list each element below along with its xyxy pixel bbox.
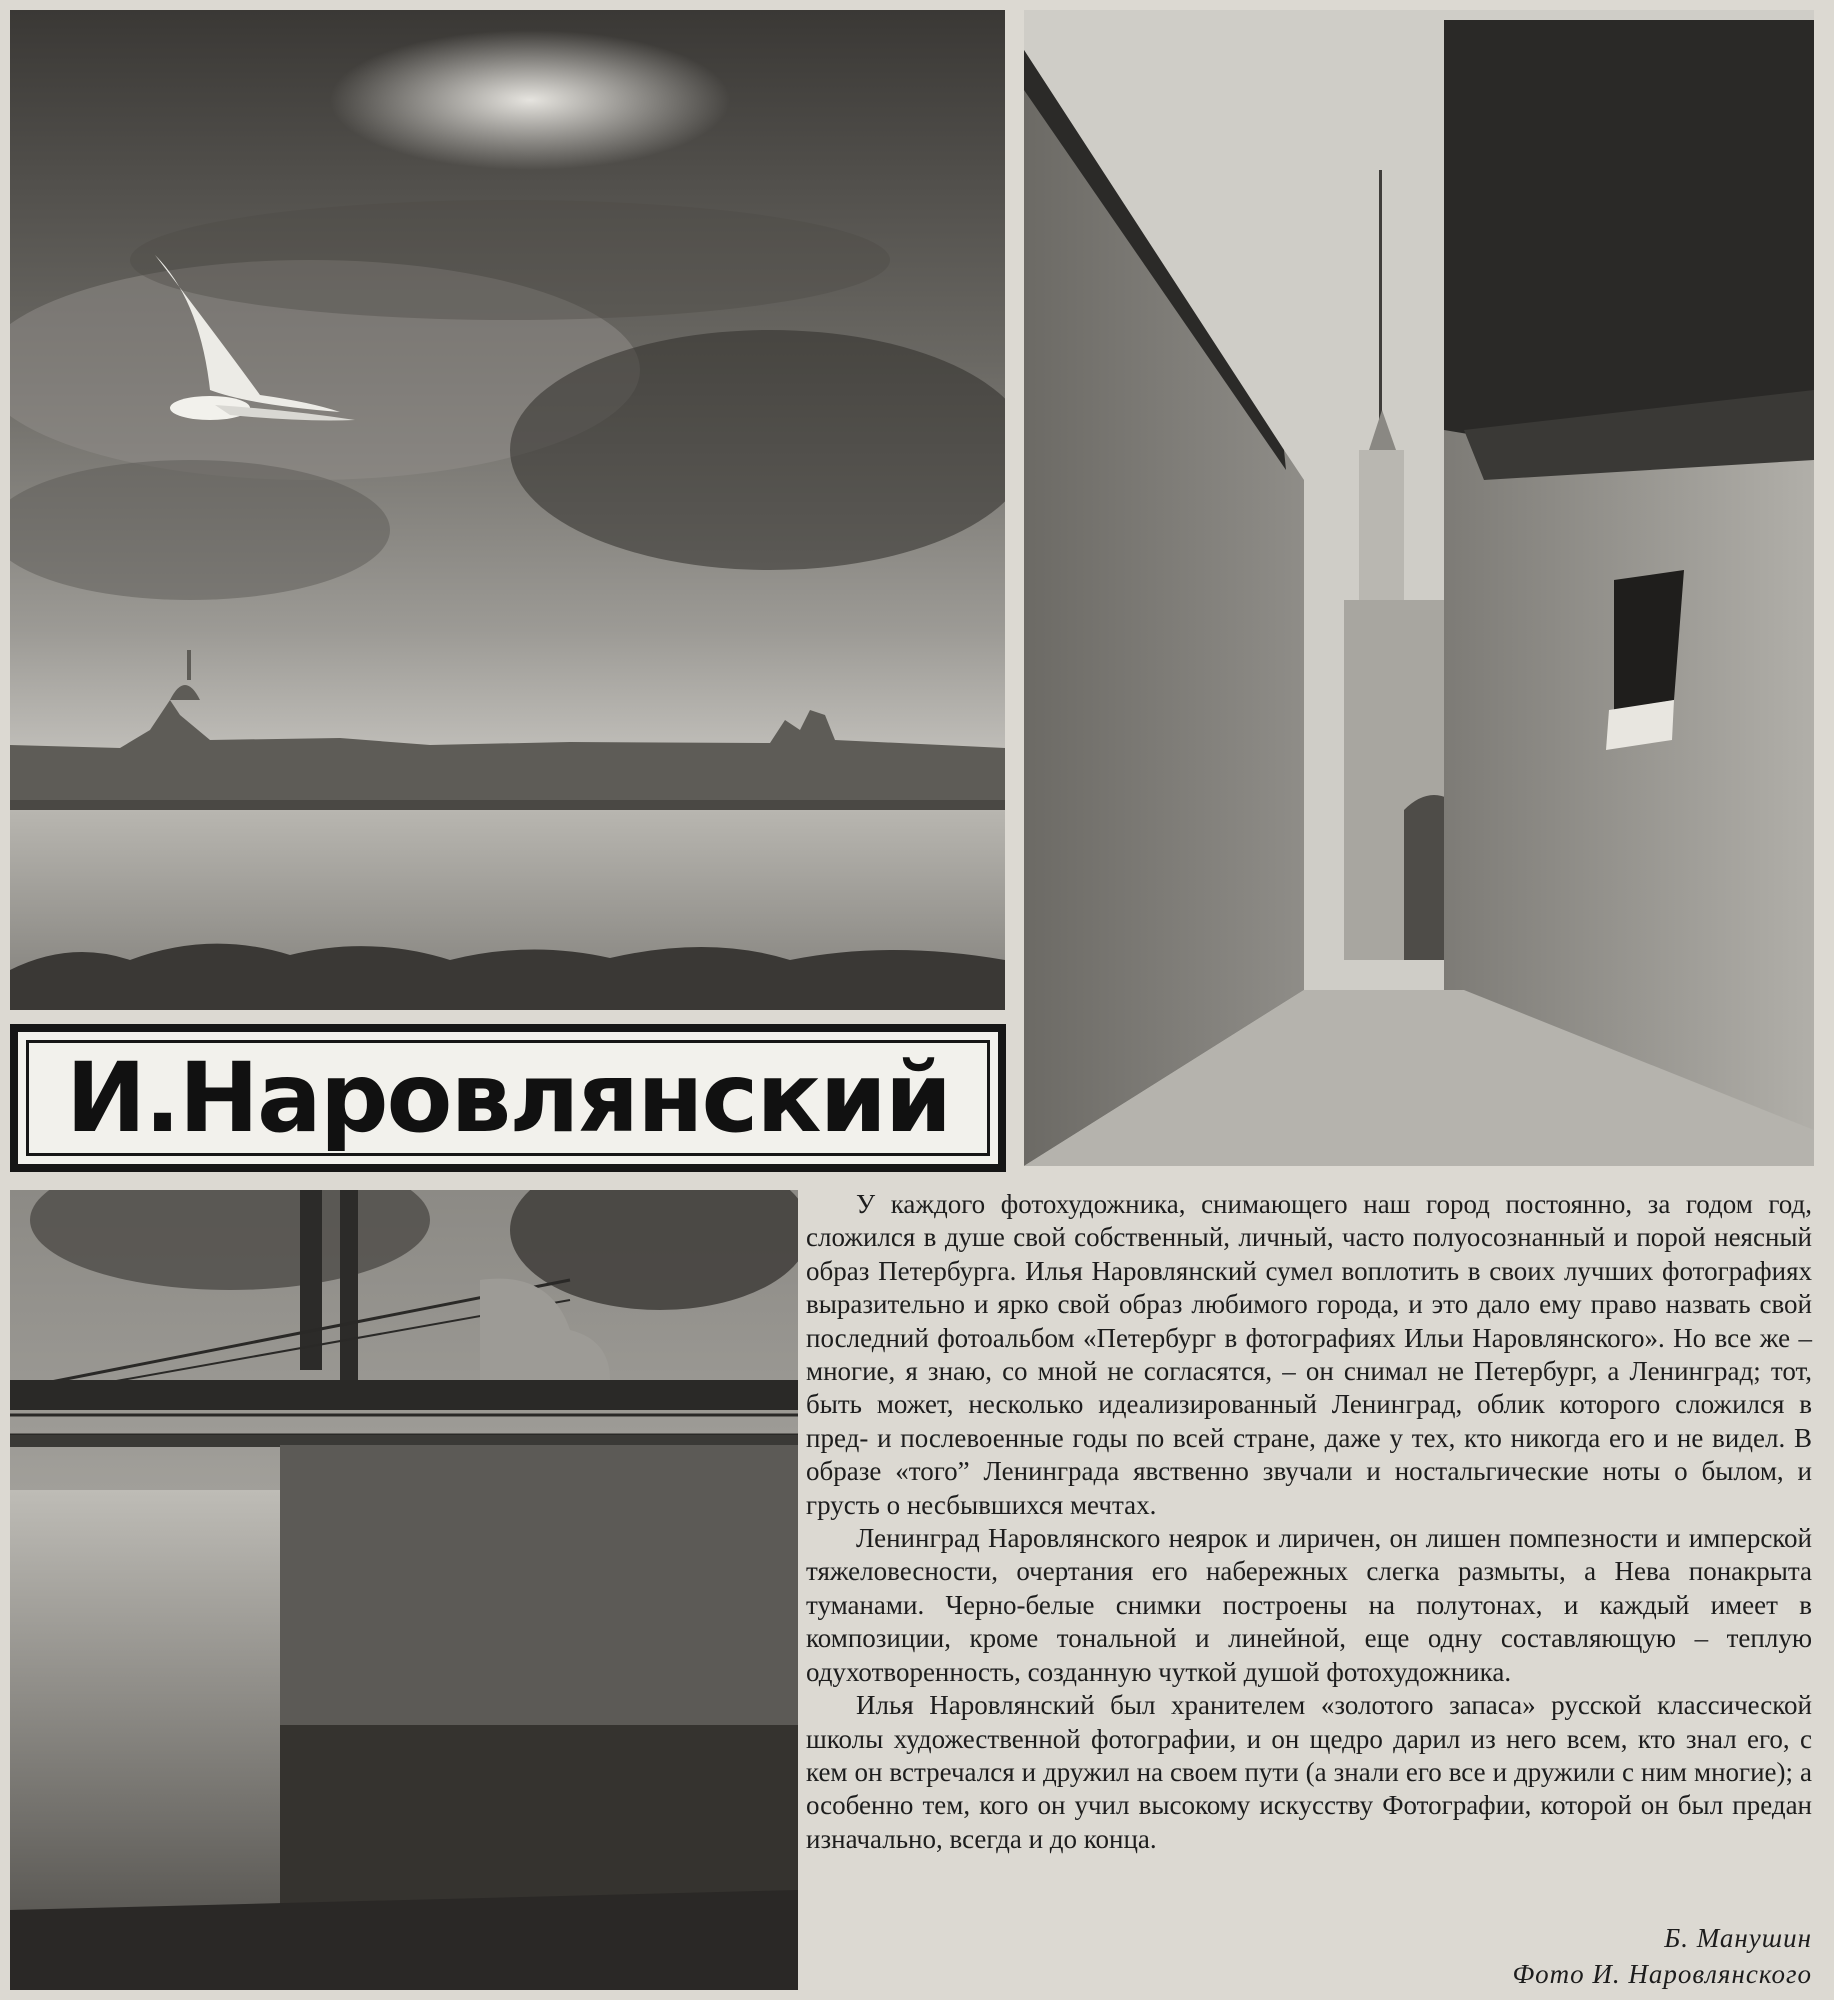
article-paragraph: У каждого фотохудожника, снимающего наш город постоянно, за годом год, сложился в душе свой собственный, личный, часто полуосознанный и порой неясный образ Петербурга. Илья Наровлянский сумел воплотить в своих лучших фотографиях выразительно и ярко свой образ любимого города, и это дало ему право назвать свой последний фотоальбом «Петербург в фотографиях Ильи Наровлянского». Но все же – многие, я знаю, со мной не согласятся, – он снимал не Петербург, а Ленинград; тот, быть может, несколько идеализированный Ленинград, облик которого сложился в пред- и послевоенные годы по всей стране, даже у тех, кто никогда его и не видел. В образе «того” Ленинграда явственно звучали и ностальгические ноты о былом, и грусть о несбывшихся мечтах. <box>806 1189 1812 1520</box>
byline <box>1512 1920 1812 1992</box>
lion-bridge-photo <box>10 1190 798 1990</box>
fortress-alley-photo <box>1024 10 1814 1166</box>
article-paragraph: Илья Наровлянский был хранителем «золотого запаса» русской классической школы художественной фотографии, и он щедро дарил из него всем, кто знал его, с кем он встречался и дружил на своем пути (а знали его все и дружили с ним многие); а особенно тем, кого он учил высокому искусству Фотографии, которой он был предан изначально, всегда и до конца. <box>806 1690 1812 1854</box>
seagull-over-neva-photo <box>10 10 1005 1010</box>
photo-credit: Фото И. Наровлянского <box>1512 1959 1812 1989</box>
title-box <box>10 1024 1006 1172</box>
page-title: И.Наровлянский <box>65 1042 951 1154</box>
article-body <box>806 1188 1812 1958</box>
author-name: Б. Манушин <box>1664 1923 1812 1953</box>
article-paragraph: Ленинград Наровлянского неярок и лиричен, он лишен помпезности и имперской тяжеловесности, очертания его набережных слегка размыты, а Нева понакрыта туманами. Черно-белые снимки построены на полутонах, и каждый имеет в композиции, кроме тональной и линейной, еще одну составляющую – теплую одухотворенность, созданную чуткой душой фотохудожника. <box>806 1523 1812 1687</box>
